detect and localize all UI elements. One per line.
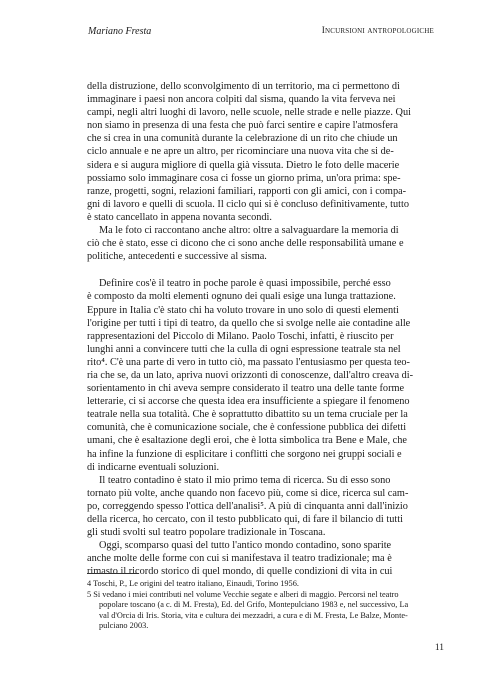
text-line: po, correggendo spesso l'ottica dell'analisi⁵. A più di cinquanta anni dall'inizio xyxy=(87,500,408,512)
running-head-section: Incursioni antropologiche xyxy=(321,26,434,36)
running-head-author: Mariano Fresta xyxy=(88,26,152,37)
text-line: rito⁴. C'è una parte di vero in tutto ciò, ma passato l'entusiasmo per questa teo- xyxy=(87,356,410,368)
footnote-5-line: val d'Orcia di Iris. Storia, vita e cultura dei mezzadri, a cura e di M. Fresta, Le Balze, Monte- xyxy=(99,610,408,620)
text-line: non siamo in presenza di una festa che può farci sentire e capire l'atmosfera xyxy=(87,120,398,132)
text-line: tornato più volte, anche quando non facevo più, come si dice, ricerca sul cam- xyxy=(87,487,409,499)
paragraph xyxy=(87,539,444,578)
text-line: sorientamento in chi aveva sempre considerato il teatro una delle tante forme xyxy=(87,383,405,395)
text-line: politiche, antecedenti e successive al sisma. xyxy=(87,251,267,263)
text-line: comunità, che è comunicazione sociale, che è confessione pubblica dei difetti xyxy=(87,422,407,434)
running-head xyxy=(88,26,434,40)
text-line: Oggi, scomparso quasi del tutto l'antico mondo contadino, sono sparite xyxy=(99,540,392,552)
footnote-rule xyxy=(87,573,139,574)
body-text xyxy=(87,80,444,578)
text-line: è composto da molti elementi ognuno dei quali esige una lunga trattazione. xyxy=(87,291,396,303)
paragraph xyxy=(87,277,444,473)
text-line: immaginare i paesi non ancora colpiti dal sisma, quando la vita ferveva nei xyxy=(87,94,396,106)
text-line: è stato cancellato in appena novanta secondi. xyxy=(87,211,272,223)
text-line: possiamo solo immaginare cosa ci fosse un giorno prima, un'ora prima: spe- xyxy=(87,172,401,184)
paragraph xyxy=(87,80,444,224)
text-line: ha infine la funzione di esplicitare i conflitti che sorgono nei gruppi sociali e xyxy=(87,448,402,460)
text-line: che si crea in una comunità durante la celebrazione di un rito che chiude un xyxy=(87,133,398,145)
text-line: rimasto il ricordo storico di quel mondo, di quelle condizioni di vita in cui xyxy=(87,566,393,578)
text-line: ria che se, da un lato, apriva nuovi orizzonti di conoscenze, dall'altro creava di- xyxy=(87,369,414,381)
text-line: sidera e si augura migliore di quella già vissuta. Dietro le foto delle macerie xyxy=(87,159,400,171)
text-line: umani, che è esaltazione degli eroi, che è lotta simbolica tra Bene e Male, che xyxy=(87,435,407,447)
footnotes xyxy=(87,579,444,632)
text-line: letterarie, ci si accorse che questa idea era insufficiente a spiegare il fenomeno xyxy=(87,396,410,408)
section-break xyxy=(87,263,444,277)
paragraph xyxy=(87,224,444,263)
text-line: lunghi anni a convincere tutti che la culla di ogni espressione teatrale sta nel xyxy=(87,343,401,355)
text-line: di indicarne eventuali soluzioni. xyxy=(87,461,220,473)
footnote-4: 4 Toschi, P., Le origini del teatro italiano, Einaudi, Torino 1956. xyxy=(87,579,299,588)
text-line: rappresentazioni del Piccolo di Milano. Paolo Toschi, infatti, è riuscito per xyxy=(87,330,394,342)
text-line: l'origine per tutti i tipi di teatro, da quello che si svolge nelle aie contadine alle xyxy=(87,317,411,329)
text-line: Eppure in Italia c'è stato chi ha voluto trovare in uno solo di questi elementi xyxy=(87,304,399,316)
text-line: della distruzione, dello sconvolgimento di un territorio, ma ci permettono di xyxy=(87,81,400,92)
paragraph xyxy=(87,474,444,539)
text-line: anche molte delle forme con cui si manifestava il teatro tradizionale; ma è xyxy=(87,553,392,565)
text-line: teatrale nella sua totalità. Che è soprattutto dibattito su un tema cruciale per la xyxy=(87,409,408,421)
text-line: Il teatro contadino è stato il mio primo tema di ricerca. Su di esso sono xyxy=(99,474,391,486)
footnote-5: 5 Si vedano i miei contributi nel volume Vecchie segate e alberi di maggio. Percorsi nel teatro xyxy=(87,589,399,599)
text-line: ciclo annuale e ne apre un altro, per ricominciare una nuova vita che si de- xyxy=(87,146,394,158)
footnote-5-line: popolare toscano (a c. di M. Fresta), Ed. del Grifo, Montepulciano 1983 e, nel successivo, La xyxy=(99,600,409,609)
text-line: Definire cos'è il teatro in poche parole è quasi impossibile, perché esso xyxy=(99,278,391,290)
text-line: ciò che è stato, esse ci dicono che ci sono anche delle responsabilità umane e xyxy=(87,238,404,250)
text-line: campi, negli altri luoghi di lavoro, nelle scuole, nelle strade e nelle piazze. Qui xyxy=(87,107,411,119)
text-line: gni di lavoro e quelli di scuola. Il ciclo qui si è concluso definitivamente, tutto xyxy=(87,198,409,210)
footnote-5-line: pulciano 2003. xyxy=(99,621,149,630)
text-line: della ricerca, ho cercato, con il testo pubblicato qui, di fare il bilancio di tutti xyxy=(87,514,403,525)
text-line: Ma le foto ci raccontano anche altro: oltre a salvaguardare la memoria di xyxy=(99,225,399,237)
text-line: ranze, progetti, sogni, relazioni familiari, rapporti con gli amici, con i compa- xyxy=(87,185,407,197)
page-number: 11 xyxy=(434,643,444,653)
text-line: gli studi svolti sul teatro popolare tradizionale in Toscana. xyxy=(87,527,326,539)
